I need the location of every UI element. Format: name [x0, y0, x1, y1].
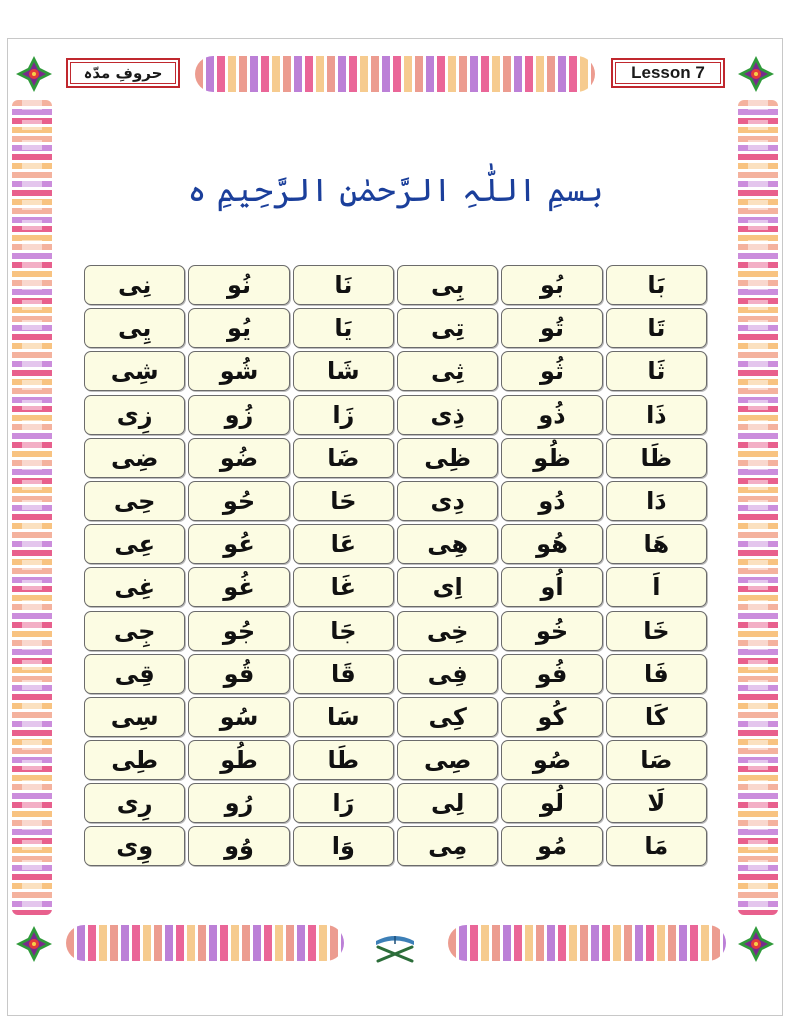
syllable-cell: شِی	[84, 351, 185, 391]
right-ornament-border	[738, 100, 778, 915]
syllable-cell: رَا	[293, 783, 394, 823]
syllable-cell: عِی	[84, 524, 185, 564]
syllable-cell: صَا	[606, 740, 707, 780]
syllable-cell: رُو	[188, 783, 289, 823]
syllable-cell: مُو	[501, 826, 602, 866]
syllable-cell: بُو	[501, 265, 602, 305]
topic-label: حروفِ مدّہ	[66, 58, 180, 88]
syllable-cell: ھَا	[606, 524, 707, 564]
bismillah-heading: بسمِ اللّٰہِ الرَّحمٰنِ الرَّحِیمِ ہ	[187, 171, 604, 209]
flower-ornament-icon	[734, 922, 778, 966]
syllable-cell: تَا	[606, 308, 707, 348]
syllable-cell: زُو	[188, 395, 289, 435]
syllable-cell: بَا	[606, 265, 707, 305]
syllable-cell: حَا	[293, 481, 394, 521]
top-ornament-band	[195, 56, 595, 92]
syllable-cell: قَا	[293, 654, 394, 694]
syllable-cell: عُو	[188, 524, 289, 564]
syllable-cell: حُو	[188, 481, 289, 521]
bottom-right-ornament-band	[448, 925, 726, 961]
syllable-cell: شَا	[293, 351, 394, 391]
syllable-cell: ثَا	[606, 351, 707, 391]
bottom-left-ornament-band	[66, 925, 344, 961]
syllable-cell: ظُو	[501, 438, 602, 478]
syllable-cell: دَا	[606, 481, 707, 521]
syllable-cell: جُو	[188, 611, 289, 651]
syllable-cell: ضُو	[188, 438, 289, 478]
syllable-cell: ظِی	[397, 438, 498, 478]
quran-stand-icon	[370, 927, 420, 963]
syllable-cell: کِی	[397, 697, 498, 737]
left-ornament-border	[12, 100, 52, 915]
syllable-cell: تِی	[397, 308, 498, 348]
syllable-cell: غَا	[293, 567, 394, 607]
syllable-cell: خِی	[397, 611, 498, 651]
syllable-cell: ھُو	[501, 524, 602, 564]
syllable-cell: لَا	[606, 783, 707, 823]
syllable-cell: نِی	[84, 265, 185, 305]
syllable-cell: عَا	[293, 524, 394, 564]
syllable-cell: خَا	[606, 611, 707, 651]
syllable-cell: اُو	[501, 567, 602, 607]
flower-ornament-icon	[12, 52, 56, 96]
syllable-cell: یَا	[293, 308, 394, 348]
syllable-cell: ثِی	[397, 351, 498, 391]
syllable-cell: صُو	[501, 740, 602, 780]
syllable-cell: صِی	[397, 740, 498, 780]
syllable-cell: لِی	[397, 783, 498, 823]
syllable-cell: مَا	[606, 826, 707, 866]
syllable-cell: رِی	[84, 783, 185, 823]
flower-ornament-icon	[12, 922, 56, 966]
syllable-cell: یُو	[188, 308, 289, 348]
syllable-cell: حِی	[84, 481, 185, 521]
syllable-cell: سِی	[84, 697, 185, 737]
syllable-cell: غُو	[188, 567, 289, 607]
syllable-cell: ھِی	[397, 524, 498, 564]
syllable-grid	[84, 265, 707, 868]
syllable-cell: وِی	[84, 826, 185, 866]
syllable-cell: فِی	[397, 654, 498, 694]
syllable-cell: طَا	[293, 740, 394, 780]
syllable-cell: بِی	[397, 265, 498, 305]
lesson-label: Lesson 7	[611, 58, 725, 88]
syllable-cell: فُو	[501, 654, 602, 694]
syllable-cell: فَا	[606, 654, 707, 694]
syllable-cell: طُو	[188, 740, 289, 780]
syllable-cell: وَا	[293, 826, 394, 866]
syllable-cell: خُو	[501, 611, 602, 651]
syllable-cell: زِی	[84, 395, 185, 435]
syllable-cell: طِی	[84, 740, 185, 780]
syllable-cell: جَا	[293, 611, 394, 651]
syllable-cell: ضِی	[84, 438, 185, 478]
syllable-cell: ضَا	[293, 438, 394, 478]
flower-ornament-icon	[734, 52, 778, 96]
syllable-cell: نُو	[188, 265, 289, 305]
syllable-cell: قُو	[188, 654, 289, 694]
syllable-cell: تُو	[501, 308, 602, 348]
syllable-cell: ظَا	[606, 438, 707, 478]
syllable-cell: سَا	[293, 697, 394, 737]
syllable-cell: لُو	[501, 783, 602, 823]
syllable-cell: جِی	[84, 611, 185, 651]
syllable-cell: قِی	[84, 654, 185, 694]
syllable-cell: ذُو	[501, 395, 602, 435]
syllable-cell: اَ	[606, 567, 707, 607]
syllable-cell: سُو	[188, 697, 289, 737]
syllable-cell: نَا	[293, 265, 394, 305]
syllable-cell: کُو	[501, 697, 602, 737]
syllable-cell: غِی	[84, 567, 185, 607]
syllable-cell: کَا	[606, 697, 707, 737]
syllable-cell: ذَا	[606, 395, 707, 435]
syllable-cell: یِی	[84, 308, 185, 348]
syllable-cell: شُو	[188, 351, 289, 391]
syllable-cell: وُو	[188, 826, 289, 866]
syllable-cell: زَا	[293, 395, 394, 435]
syllable-cell: مِی	[397, 826, 498, 866]
syllable-cell: اِی	[397, 567, 498, 607]
syllable-cell: دُو	[501, 481, 602, 521]
syllable-cell: ذِی	[397, 395, 498, 435]
syllable-cell: ثُو	[501, 351, 602, 391]
syllable-cell: دِی	[397, 481, 498, 521]
